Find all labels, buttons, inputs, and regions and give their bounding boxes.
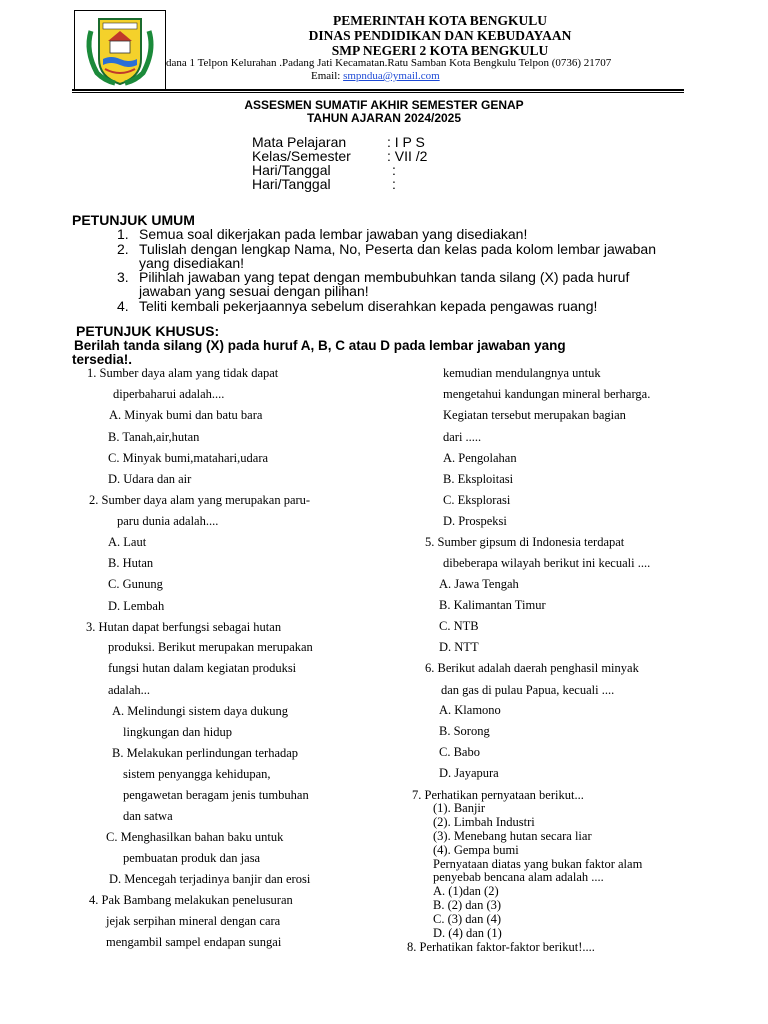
question-line: dan gas di pulau Papua, kecuali .... [441,683,615,697]
answer-option[interactable]: C. (3) dan (4) [433,912,502,926]
logo-frame [74,10,166,90]
info-sep: : [392,162,396,178]
answer-option[interactable]: A. Minyak bumi dan batu bara [109,408,263,422]
exam-title: ASSESMEN SUMATIF AKHIR SEMESTER GENAP [244,98,524,112]
email-label: Email: [311,70,341,82]
info-sep: : [387,134,395,150]
question-line: 2. Sumber daya alam yang merupakan paru- [89,493,311,507]
answer-option-continued: pengawetan beragam jenis tumbuhan [123,788,309,802]
header-email-line [311,70,440,82]
specific-instructions-heading: PETUNJUK KHUSUS: [76,323,220,339]
answer-option[interactable]: D. Jayapura [439,766,499,780]
answer-option-continued: dan satwa [123,809,173,823]
answer-option[interactable]: A. Laut [108,535,147,549]
specific-instructions-line: Berilah tanda silang (X) pada huruf A, B, C atau D pada lembar jawaban yang [74,338,566,353]
header-address: dana 1 Telpon Kelurahan .Padang Jati Kecamatan.Ratu Samban Kota Bengkulu Telpon (0736) 21707 [166,57,612,69]
answer-option[interactable]: B. Eksploitasi [443,472,514,486]
answer-option[interactable]: D. Mencegah terjadinya banjir dan erosi [109,872,311,886]
answer-option[interactable]: B. Hutan [108,556,154,570]
answer-option[interactable]: A. (1)dan (2) [433,884,499,898]
question-line: penyebab bencana alam adalah .... [433,870,604,884]
info-label: Hari/Tanggal [252,176,331,192]
answer-option[interactable]: C. Gunung [108,577,163,591]
info-sep: : [387,148,395,164]
question-line: 4. Pak Bambang melakukan penelusuran [89,893,293,907]
answer-option[interactable]: A. Melindungi sistem daya dukung [112,704,289,718]
info-label: Hari/Tanggal [252,162,331,178]
question-line: Pernyataan diatas yang bukan faktor alam [433,857,643,871]
instruction-text: yang disediakan! [139,255,245,271]
answer-option[interactable]: C. Babo [439,745,480,759]
instruction-number: 2. [117,241,129,257]
statement-item: (2). Limbah Industri [433,815,535,829]
question-line: mengambil sampel endapan sungai [106,935,282,949]
answer-option[interactable]: B. Sorong [439,724,490,738]
answer-option[interactable]: D. Udara dan air [108,472,192,486]
question-line: dari ..... [443,430,482,444]
question-line: produksi. Berikut merupakan merupakan [108,640,313,654]
answer-option-continued: pembuatan produk dan jasa [123,851,261,865]
answer-option[interactable]: C. Eksplorasi [443,493,511,507]
header-line3: SMP NEGERI 2 KOTA BENGKULU [331,43,549,58]
question-line: fungsi hutan dalam kegiatan produksi [108,661,297,675]
info-value [392,176,396,192]
question-line: Kegiatan tersebut merupakan bagian [443,408,626,422]
specific-instructions-line: tersedia!. [72,352,133,367]
general-instructions-heading: PETUNJUK UMUM [72,212,195,228]
question-line: dibeberapa wilayah berikut ini kecuali .... [443,556,651,570]
instruction-text: Pilihlah jawaban yang tepat dengan membubuhkan tanda silang (X) pada huruf [139,269,630,285]
info-label: Kelas/Semester [252,148,351,164]
answer-option[interactable]: D. NTT [439,640,479,654]
question-line: 5. Sumber gipsum di Indonesia terdapat [425,535,625,549]
answer-option[interactable]: A. Pengolahan [443,451,517,465]
answer-option[interactable]: D. Lembah [108,599,165,613]
question-line: 1. Sumber daya alam yang tidak dapat [87,366,279,380]
answer-option[interactable]: A. Jawa Tengah [439,577,519,591]
question-line: 6. Berikut adalah daerah penghasil minyak [425,661,639,675]
city-emblem-logo [75,11,165,89]
exam-year: TAHUN AJARAN 2024/2025 [306,111,462,125]
answer-option[interactable]: B. (2) dan (3) [433,898,502,912]
question-line: adalah... [108,683,150,697]
statement-item: (3). Menebang hutan secara liar [433,829,592,843]
answer-option[interactable]: C. NTB [439,619,479,633]
header-divider-thin [72,92,684,93]
info-sep: : [392,176,396,192]
instruction-text: Teliti kembali pekerjaannya sebelum diserahkan kepada pengawas ruang! [139,298,598,314]
instruction-text: Tulislah dengan lengkap Nama, No, Peserta dan kelas pada kolom lembar jawaban [139,241,657,257]
statement-item: (1). Banjir [433,801,486,815]
question-line: 3. Hutan dapat berfungsi sebagai hutan [86,620,282,634]
info-value-text: VII /2 [394,148,428,164]
question-line: paru dunia adalah.... [117,514,219,528]
answer-option[interactable]: B. Tanah,air,hutan [108,430,200,444]
question-line: diperbaharui adalah.... [113,387,225,401]
instruction-text: jawaban yang sesuai dengan pilihan! [139,283,369,299]
header-line1: PEMERINTAH KOTA BENGKULU [332,13,548,28]
header-divider-thick [72,89,684,91]
question-line: mengetahui kandungan mineral berharga. [443,387,651,401]
statement-item: (4). Gempa bumi [433,843,519,857]
answer-option[interactable]: B. Melakukan perlindungan terhadap [112,746,299,760]
instruction-number: 1. [117,226,129,242]
answer-option[interactable]: D. Prospeksi [443,514,507,528]
answer-option-continued: sistem penyangga kehidupan, [123,767,271,781]
answer-option[interactable]: A. Klamono [439,703,501,717]
answer-option[interactable]: B. Kalimantan Timur [439,598,546,612]
answer-option[interactable]: C. Minyak bumi,matahari,udara [108,451,269,465]
instruction-text: Semua soal dikerjakan pada lembar jawaban yang disediakan! [139,226,528,242]
instruction-number: 4. [117,298,129,314]
info-label: Mata Pelajaran [252,134,347,150]
question-line: jejak serpihan mineral dengan cara [106,914,281,928]
instruction-number: 3. [117,269,129,285]
header-line2: DINAS PENDIDIKAN DAN KEBUDAYAAN [308,28,572,43]
question-line: kemudian mendulangnya untuk [443,366,601,380]
answer-option[interactable]: C. Menghasilkan bahan baku untuk [106,830,284,844]
answer-option[interactable]: D. (4) dan (1) [433,926,502,940]
question-line: 7. Perhatikan pernyataan berikut... [412,788,584,802]
email-link[interactable]: smpndua@ymail.com [343,70,440,82]
info-value-text: I P S [394,134,425,150]
question-line: 8. Perhatikan faktor-faktor berikut!.... [407,940,595,954]
answer-option-continued: lingkungan dan hidup [123,725,233,739]
